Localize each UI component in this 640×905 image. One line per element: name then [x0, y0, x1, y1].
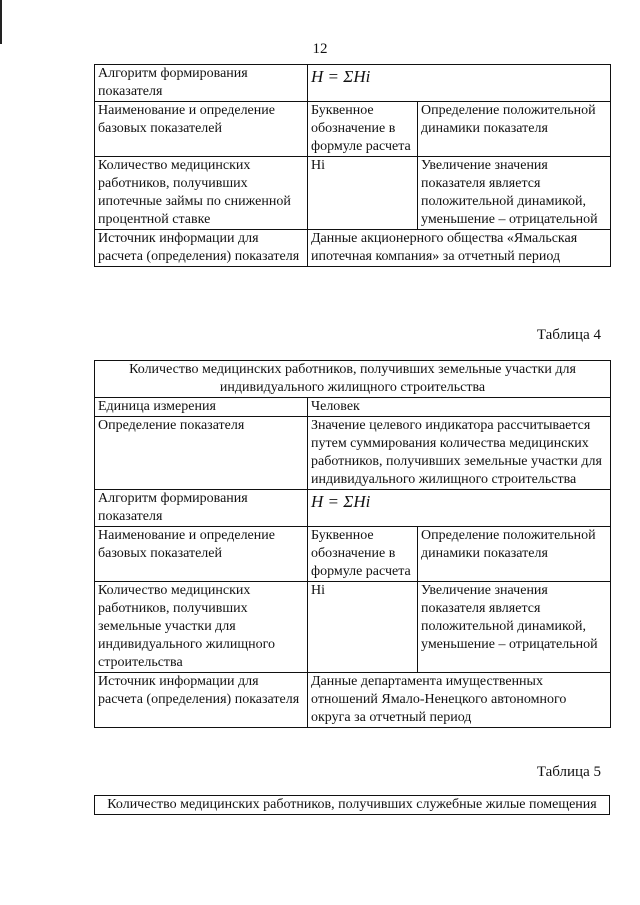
table-row: [95, 65, 611, 102]
source-label: Источник информации для расчета (определения) показателя: [95, 230, 308, 267]
unit-value: Человек: [308, 398, 611, 417]
definition-value: Значение целевого индикатора рассчитывается путем суммирования количества медицинских работников, получивших земельные участки для индивидуального жилищного строительства: [308, 417, 611, 490]
table-row: [95, 398, 611, 417]
source-label: Источник информации для расчета (определения) показателя: [95, 673, 308, 728]
table-row: [95, 582, 611, 673]
base-label: Наименование и определение базовых показателей: [95, 102, 308, 157]
indicator-name: Количество медицинских работников, получивших ипотечные займы по сниженной процентной ставке: [95, 157, 308, 230]
definition-label: Определение показателя: [95, 417, 308, 490]
unit-label: Единица измерения: [95, 398, 308, 417]
indicator-dynamics: Увеличение значения показателя является положительной динамикой, уменьшение – отрицательной: [418, 157, 611, 230]
table-5-title: Количество медицинских работников, получивших служебные жилые помещения: [95, 796, 610, 815]
base-label: Наименование и определение базовых показателей: [95, 527, 308, 582]
table-4: [94, 360, 611, 728]
table-row: [95, 102, 611, 157]
indicator-name: Количество медицинских работников, получивших земельные участки для индивидуального жилищного строительства: [95, 582, 308, 673]
table-row: [95, 490, 611, 527]
letter-label: Буквенное обозначение в формуле расчета: [308, 527, 418, 582]
dynamics-label: Определение положительной динамики показателя: [418, 527, 611, 582]
indicator-symbol: Hi: [308, 582, 418, 673]
table-row: [95, 796, 610, 815]
letter-label: Буквенное обозначение в формуле расчета: [308, 102, 418, 157]
dynamics-label: Определение положительной динамики показателя: [418, 102, 611, 157]
indicator-symbol: Hi: [308, 157, 418, 230]
page-number: 12: [312, 41, 328, 57]
formula: H = ΣHi: [311, 492, 371, 511]
table-3: [94, 64, 611, 267]
table-row: [95, 230, 611, 267]
table-5: [94, 795, 610, 815]
table-row: [95, 157, 611, 230]
source-value: Данные департамента имущественных отношений Ямало-Ненецкого автономного округа за отчетный период: [308, 673, 611, 728]
formula: H = ΣHi: [311, 67, 371, 86]
table-4-caption: Таблица 4: [536, 327, 601, 343]
table-4-title: Количество медицинских работников, получивших земельные участки для индивидуального жилищного строительства: [95, 361, 611, 398]
table-row: [95, 417, 611, 490]
table-5-caption: Таблица 5: [536, 764, 601, 780]
table-row: [95, 527, 611, 582]
table-row: [95, 673, 611, 728]
source-value: Данные акционерного общества «Ямальская ипотечная компания» за отчетный период: [308, 230, 611, 267]
indicator-dynamics: Увеличение значения показателя является положительной динамикой, уменьшение – отрицательной: [418, 582, 611, 673]
formula-cell: [308, 65, 611, 102]
page-edge-mark: [0, 0, 2, 44]
formula-cell: [308, 490, 611, 527]
algorithm-label: Алгоритм формирования показателя: [95, 490, 308, 527]
table-row: [95, 361, 611, 398]
algorithm-label: Алгоритм формирования показателя: [95, 65, 308, 102]
